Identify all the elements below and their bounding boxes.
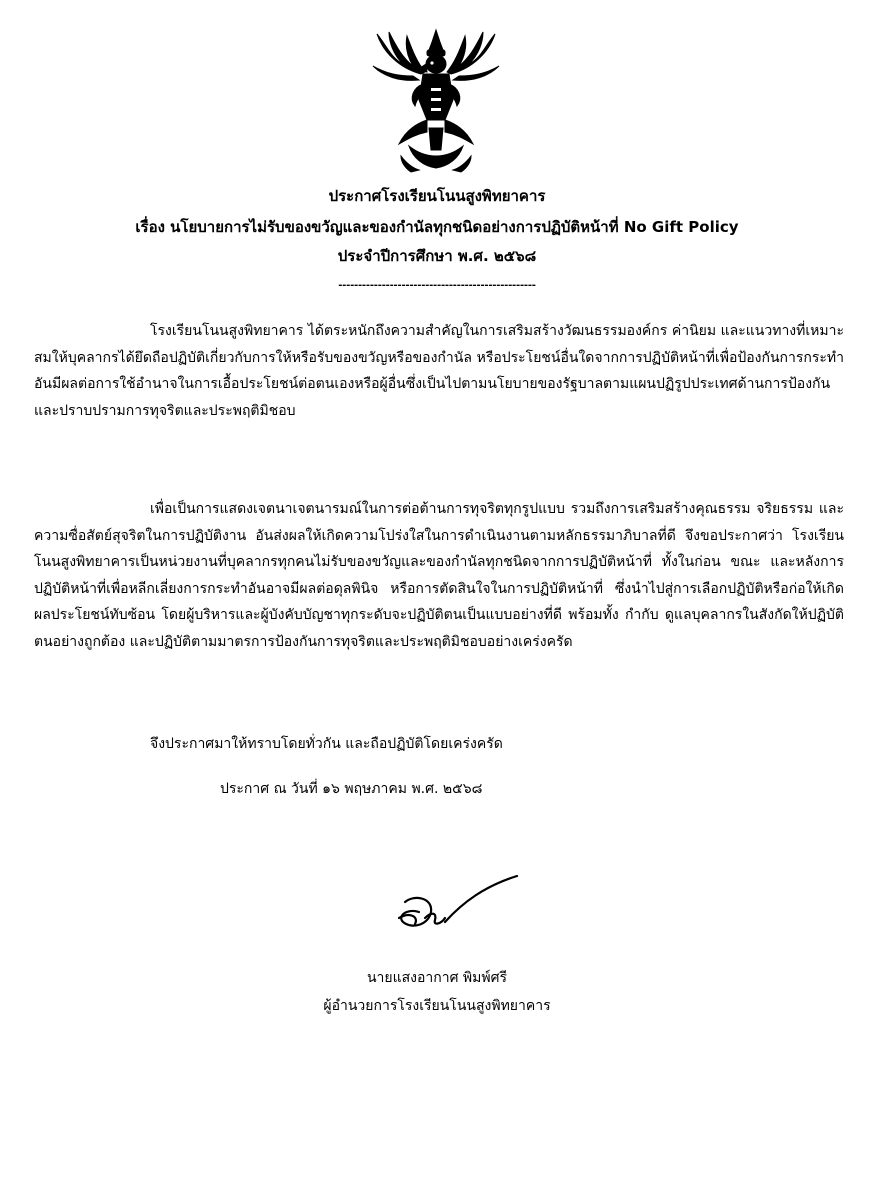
garuda-emblem-icon — [369, 28, 503, 174]
body-paragraph-1: โรงเรียนโนนสูงพิทยาคาร ได้ตระหนักถึงความสำคัญในการเสริมสร้างวัฒนธรรมองค์กร ค่านิยม และแนวทางที่เหมาะสมให้บุคลากรได้ยึดถือปฏิบัติเกี่ยวกับการให้หรือรับของขวัญหรือของกำนัล หรือประโยชน์อื่นใดจากการปฏิบัติหน้าที่เพื่อป้องกันการกระทำอันมีผลต่อการใช้อำนาจในการเอื้อประโยชน์ต่อตนเองหรือผู้อื่นซึ่งเป็นไปตามนโยบายของรัฐบาลตามแผนปฏิรูปประเทศด้านการป้องกันและปราบปรามการทุจริตและประพฤติมิชอบ — [34, 323, 844, 419]
handwritten-signature — [385, 872, 525, 942]
body-paragraph-2: เพื่อเป็นการแสดงเจตนาเจตนารมณ์ในการต่อต้านการทุจริตทุกรูปแบบ รวมถึงการเสริมสร้างคุณธรรม จริยธรรม และความซื่อสัตย์สุจริตในการปฏิบัติงาน อันส่งผลให้เกิดความโปร่งใสในการดำเนินงานตามหลักธรรมาภิบาลที่ดี จึงขอประกาศว่า โรงเรียนโนนสูงพิทยาคารเป็นหน่วยงานที่บุคลากรทุกคนไม่รับของขวัญและของกำนัลทุกชนิดจากการปฏิบัติหน้าที่ ทั้งในก่อน ขณะ และหลังการปฏิบัติหน้าที่เพื่อหลีกเลี่ยงการกระทำอันอาจมีผลต่อดุลพินิจ หรือการตัดสินใจในการปฏิบัติหน้าที่ ซึ่งนำไปสู่การเลือกปฏิบัติหรือก่อให้เกิดผลประโยชน์ทับซ้อน โดยผู้บริหารและผู้บังคับบัญชาทุกระดับจะปฏิบัติตนเป็นแบบอย่างที่ดี พร้อมทั้ง กำกับ ดูแลบุคลากรในสังกัดให้ปฏิบัติตนอย่างถูกต้อง และปฏิบัติตามมาตรการป้องกันการทุจริตและประพฤติมิชอบอย่างเคร่งครัด — [34, 501, 844, 650]
closing-statement: จึงประกาศมาให้ทราบโดยทั่วกัน และถือปฏิบัติโดยเคร่งครัด — [150, 736, 503, 752]
header-divider: -------------------------------------------------- — [338, 280, 536, 291]
announcement-date: ประกาศ ณ วันที่ ๑๖ พฤษภาคม พ.ศ. ๒๕๖๘ — [220, 781, 483, 797]
academic-year-line: ประจำปีการศึกษา พ.ศ. ๒๕๖๘ — [337, 247, 537, 265]
signer-position: ผู้อำนวยการโรงเรียนโนนสูงพิทยาคาร — [323, 998, 551, 1014]
signer-name: นายแสงอากาศ พิมพ์ศรี — [366, 970, 508, 986]
announcement-subject: เรื่อง นโยบายการไม่รับของขวัญและของกำนัลทุกชนิดอย่างการปฏิบัติหน้าที่ No Gift Policy — [135, 218, 739, 236]
announcement-title: ประกาศโรงเรียนโนนสูงพิทยาคาร — [328, 187, 546, 205]
